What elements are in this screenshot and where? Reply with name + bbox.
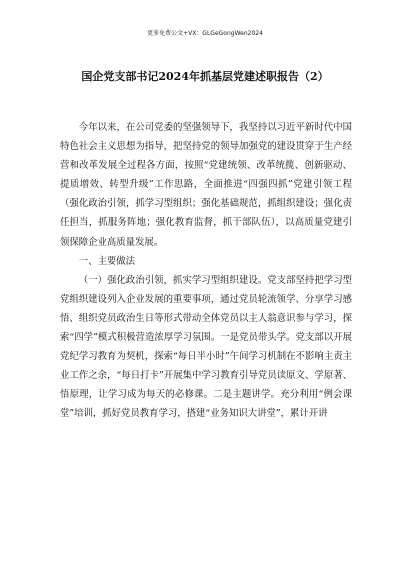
document-title: 国企党支部书记2024年抓基层党建述职报告（2） bbox=[81, 70, 329, 83]
document-body bbox=[60, 118, 352, 424]
paragraph-intro: 今年以来，在公司党委的坚强领导下，我坚持以习近平新时代中国特色社会主义思想为指导，把坚持党的领导加强党的建设贯穿于生产经营和改革发展全过程各方面，按照“党建统领、改革统揽、创新驱动、提质增效、转型升级”工作思路，全面推进“四强四抓”党建引领工程（强化政治引领，抓学习型组织；强化基础规范，抓组织建设；强化责任担当，抓服务阵地；强化教育监督，抓干部队伍），以高质量党建引领保障企业高质量发展。 bbox=[60, 122, 352, 248]
section-heading: 一、主要做法 bbox=[78, 255, 136, 267]
page-header: 更多免费公文+VX：GLGeGongWen2024 bbox=[147, 30, 263, 37]
paragraph-section-1: （一）强化政治引领，抓实学习型组织建设。党支部坚持把学习型党组织建设列入企业发展的重要事项，通过党员轮流领学、分享学习感悟、组织党员政治生日等形式带动全体党员以主人翁意识参与学习，探索“四学”模式积极营造浓厚学习氛围。一是党员带头学。党支部以开展党纪学习教育为契机，探索“每日半小时”午间学习机制在不影响主责主业工作之余，“每日打卡”开展集中学习教育引导党员读原文、学原著、悟原理，让学习成为每天的必修课。二是主题讲学。充分利用“例会课堂”培训，抓好党员教育学习，搭建“业务知识大讲堂”，累计开讲 bbox=[60, 274, 352, 420]
